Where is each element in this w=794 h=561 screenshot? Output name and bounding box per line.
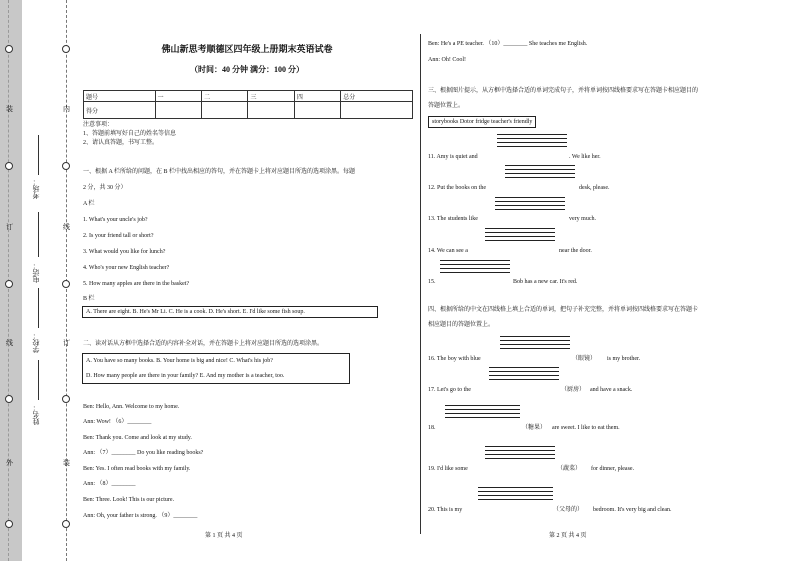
question-text: 18. [428,425,436,431]
question-text: 15. [428,279,436,285]
score-cell: 四 [294,91,340,102]
options-box-b: A. There are eight. B. He's Mr Li. C. He is a cook. D. He's short. E. I'd like some fish soup. [82,306,378,318]
four-line-grid [500,336,570,352]
question-text: near the door. [559,248,592,254]
score-cell [202,102,248,119]
question-text: 14. We can see a [428,248,468,254]
question-hint-cn: （父母的） [553,507,584,513]
section4-instruction: 四、根据所给的中文在四线格上填上合适的单词，把句子补充完整，并将单词按四线格要求写在答题卡 [428,307,699,313]
question-item: 4. Who's your new English teacher? [83,265,170,271]
score-cell: 题号 [84,91,156,102]
field-line [38,288,39,328]
question-text: for dinner, please. [591,466,635,472]
option-line: D. How many people are there in your family? E. And my mother is a teacher, too. [86,373,285,379]
page-footer: 第 1 页 共 4 页 [205,533,243,539]
question-hint-cn: （眼镜） [572,356,597,362]
field-line [38,135,39,175]
dialogue-line: Ben: Thank you. Come and look at my study. [83,435,192,441]
score-cell [294,102,340,119]
dialogue-line: Ben: Yes. I often read books with my family. [83,466,191,472]
option-line: A. You have so many books. B. Your home is big and nice! C. What's his job? [86,358,273,364]
question-text: very much. [569,216,596,222]
binding-char: 内 [63,105,70,113]
note-item: 2、请认真答题，书写工整。 [83,140,159,146]
question-text: 20. This is my [428,507,463,513]
section1-instruction: 一、根据 A 栏所给的问题，在 B 栏中找出相应的答句，并在答题卡上将对应题目所选的选项涂黑。每题 [83,169,356,175]
four-line-grid [445,405,520,421]
notes-title: 注意事项： [83,122,114,128]
binding-char: 装 [6,105,13,113]
question-text: . We like her. [569,154,601,160]
dialogue-line: Ann: （7）________ Do you like reading books? [83,450,204,456]
dialogue-line: Ann: Oh, your father is strong. （9）________ [83,513,198,519]
field-line [38,212,39,257]
binding-hole [62,395,70,403]
exam-subtitle: （时间：40 分钟 满分：100 分） [190,65,304,74]
section3-instruction-cont: 答题位置上。 [428,103,465,109]
question-item: 3. What would you like for lunch? [83,249,166,255]
section1-instruction-cont: 2 分，共 30 分） [83,185,127,191]
options-box-2 [82,353,350,384]
page-divider [420,34,421,534]
word-box: storybooks Dotor fridge teacher's friendly [428,116,536,128]
score-cell: 三 [248,91,294,102]
score-table-row [84,102,413,119]
binding-hole [5,162,13,170]
question-text: is my brother. [607,356,641,362]
binding-char: 订 [6,223,13,231]
four-line-grid [495,197,565,213]
four-line-grid [485,228,555,244]
section3-instruction: 三、根据图片提示，从方框中选择合适的单词完成句子，并将单词按四线格要求写在答题卡相应题目的 [428,88,699,94]
binding-char: 线 [63,223,70,231]
question-hint-cn: （糖果） [522,425,547,431]
four-line-grid [505,165,575,181]
field-name: 姓名： [32,404,40,425]
binding-char: 装 [63,459,70,467]
question-item: 5. How many apples are there in the basket? [83,281,190,287]
binding-hole [62,162,70,170]
dialogue-line: Ann: （8）________ [83,481,136,487]
section2-instruction: 二、读对话从方框中选择合适的内容补全对话，并在答题卡上将对应题目所选的选项涂黑。 [83,341,324,347]
score-table-row [84,91,413,102]
binding-hole [62,45,70,53]
note-item: 1、答题前填写好自己的姓名等信息 [83,131,177,137]
exam-title: 佛山新思考顺德区四年级上册期末英语试卷 [161,44,333,54]
field-phone: 电话： [32,262,40,283]
binding-hole [62,520,70,528]
binding-hole [5,280,13,288]
question-text: 12. Put the books on the [428,185,486,191]
section4-instruction-cont: 相应题目的答题位置上。 [428,322,495,328]
question-item: 1. What's your uncle's job? [83,217,148,223]
four-line-grid [485,446,555,462]
question-text: desk, please. [579,185,610,191]
dialogue-line: Ben: Three. Look! This is our picture. [83,497,175,503]
question-text: 17. Let's go to the [428,387,471,393]
binding-hole [62,280,70,288]
four-line-grid [478,487,553,503]
binding-hole [5,45,13,53]
column-a-label: A 栏 [83,201,95,207]
field-exam-room: 考场： [32,178,40,199]
dialogue-line: Ann: Oh! Cool! [428,57,466,63]
page-footer: 第 2 页 共 4 页 [549,533,587,539]
four-line-grid [489,367,559,383]
score-cell: 得分 [84,102,156,119]
dialogue-line: Ann: Wow! （6）________ [83,419,152,425]
question-text: 11. Amy is quiet and [428,154,478,160]
score-cell [248,102,294,119]
question-hint-cn: （厨房） [561,387,586,393]
score-table [83,90,413,119]
binding-hole [5,520,13,528]
binding-char: 订 [63,339,70,347]
binding-hole [5,395,13,403]
dialogue-line: Ben: He's a PE teacher. （10）________ She teaches me English. [428,41,588,47]
binding-char: 线 [6,339,13,347]
field-line [38,360,39,400]
field-school: 学校： [32,332,40,353]
score-cell [341,102,413,119]
question-item: 2. Is your friend tall or short? [83,233,154,239]
binding-char: 外 [6,459,13,467]
score-cell: 一 [155,91,201,102]
question-text: bedroom. It's very big and clean. [593,507,672,513]
question-text: 19. I'd like some [428,466,468,472]
score-cell [155,102,201,119]
column-b-label: B 栏 [83,296,95,302]
question-text: are sweet. I like to eat them. [552,425,620,431]
score-cell: 二 [202,91,248,102]
question-text: 16. The boy with blue [428,356,481,362]
score-cell: 总分 [341,91,413,102]
dialogue-line: Ben: Hello, Ann. Welcome to my home. [83,404,180,410]
question-hint-cn: （蔬菜） [557,466,582,472]
four-line-grid [497,134,567,150]
question-text: and have a snack. [590,387,633,393]
question-text: Bob has a new car. It's red. [513,279,578,285]
four-line-grid [440,260,510,276]
question-text: 13. The students like [428,216,478,222]
